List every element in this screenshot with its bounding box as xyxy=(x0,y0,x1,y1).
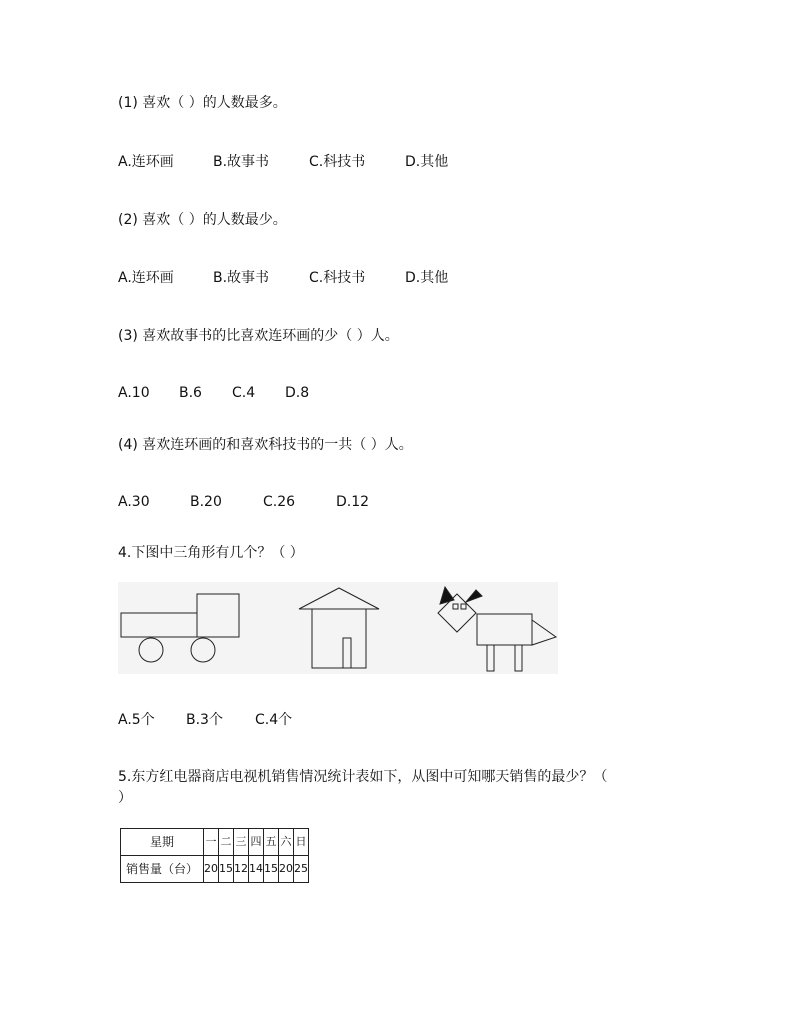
q5-question-line1: 5.东方红电器商店电视机销售情况统计表如下，从图中可知哪天销售的最少？（ xyxy=(118,769,608,785)
q5-question-line2: ） xyxy=(118,790,132,806)
q3-sub1-option-a: A.连环画 xyxy=(118,154,174,170)
q3-sub2-option-d: D.其他 xyxy=(405,270,449,286)
truck-body xyxy=(121,613,197,637)
animal-tail xyxy=(532,620,556,645)
animal-leg xyxy=(515,645,522,671)
q3-sub3-option-d: D.8 xyxy=(285,385,310,401)
q3-sub1-option-b: B.故事书 xyxy=(213,154,270,170)
q3-sub4-option-a: A.30 xyxy=(118,494,150,510)
day-cell: 日 xyxy=(294,829,309,856)
truck-figure xyxy=(121,594,239,662)
q4-question: 4.下图中三角形有几个？（ ） xyxy=(118,545,304,561)
shapes-drawing xyxy=(118,582,558,674)
house-roof xyxy=(299,588,379,609)
q3-sub3-option-c: C.4 xyxy=(232,385,256,401)
q3-sub4-question: (4) 喜欢连环画的和喜欢科技书的一共（ ）人。 xyxy=(118,437,413,453)
sales-cell: 15 xyxy=(264,856,279,883)
sales-cell: 25 xyxy=(294,856,309,883)
day-cell: 三 xyxy=(234,829,249,856)
q3-sub1-option-c: C.科技书 xyxy=(309,154,366,170)
truck-cab xyxy=(197,594,239,637)
sales-cell: 12 xyxy=(234,856,249,883)
animal-eye xyxy=(461,604,466,609)
table-row xyxy=(121,856,309,883)
q4-option-b: B.3个 xyxy=(186,712,223,728)
q3-sub2-option-c: C.科技书 xyxy=(309,270,366,286)
sales-cell: 20 xyxy=(204,856,219,883)
sales-table xyxy=(120,828,309,883)
q4-option-c: C.4个 xyxy=(255,712,293,728)
q3-sub4-option-d: D.12 xyxy=(336,494,370,510)
q3-sub1-option-d: D.其他 xyxy=(405,154,449,170)
q4-option-a: A.5个 xyxy=(118,712,155,728)
q3-sub2-option-a: A.连环画 xyxy=(118,270,174,286)
animal-leg xyxy=(487,645,494,671)
q3-sub2-question: (2) 喜欢（ ）的人数最少。 xyxy=(118,212,287,228)
truck-wheel xyxy=(139,638,163,662)
weekday-header: 星期 xyxy=(121,829,204,856)
sales-cell: 20 xyxy=(279,856,294,883)
day-cell: 四 xyxy=(249,829,264,856)
animal-right-horn xyxy=(466,590,482,602)
day-cell: 一 xyxy=(204,829,219,856)
truck-wheel xyxy=(191,638,215,662)
animal-body xyxy=(477,614,532,645)
sales-cell: 14 xyxy=(249,856,264,883)
house-wall xyxy=(312,609,366,668)
sales-cell: 15 xyxy=(219,856,234,883)
q3-sub1-question: (1) 喜欢（ ）的人数最多。 xyxy=(118,95,287,111)
q3-sub4-option-c: C.26 xyxy=(263,494,296,510)
table-row xyxy=(121,829,309,856)
q3-sub2-option-b: B.故事书 xyxy=(213,270,270,286)
q3-sub3-option-b: B.6 xyxy=(179,385,202,401)
animal-figure xyxy=(438,587,556,671)
animal-left-horn xyxy=(440,587,454,604)
day-cell: 二 xyxy=(219,829,234,856)
q3-sub4-option-b: B.20 xyxy=(190,494,222,510)
q3-sub3-question: (3) 喜欢故事书的比喜欢连环画的少（ ）人。 xyxy=(118,328,399,344)
day-cell: 五 xyxy=(264,829,279,856)
animal-eye xyxy=(453,604,458,609)
day-cell: 六 xyxy=(279,829,294,856)
q3-sub3-option-a: A.10 xyxy=(118,385,150,401)
shapes-figure xyxy=(118,582,558,674)
house-figure xyxy=(299,588,379,668)
sales-header: 销售量（台） xyxy=(121,856,204,883)
house-door xyxy=(343,638,351,668)
